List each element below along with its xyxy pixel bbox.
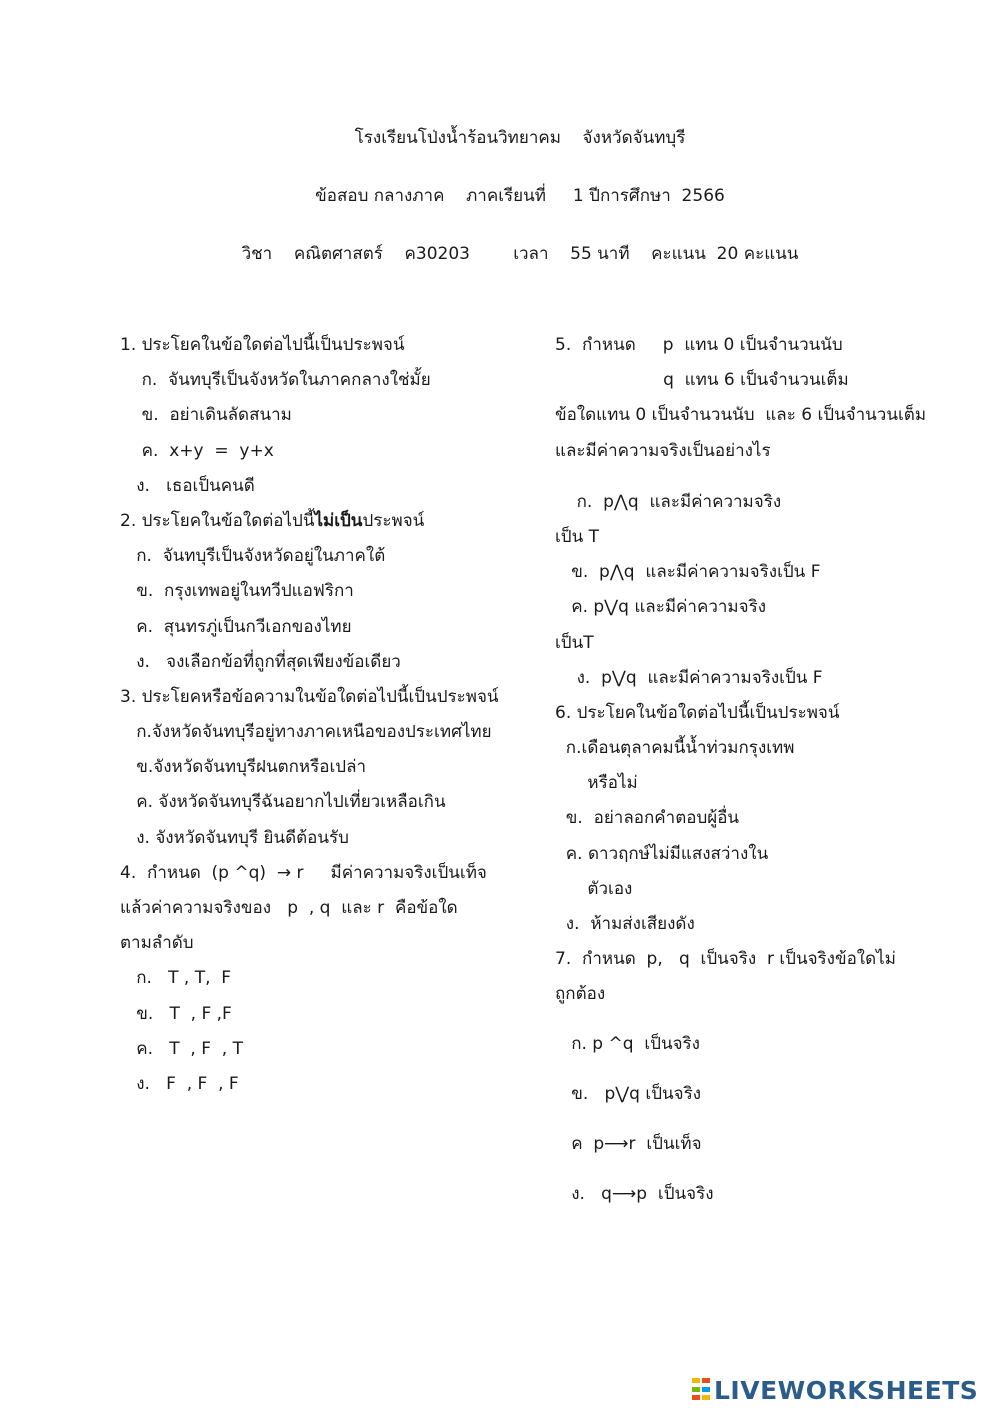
choice-d[interactable]: ง. F , F , F xyxy=(120,1073,239,1094)
question-5 xyxy=(555,331,955,699)
question-stem: 5. กำหนด p แทน 0 เป็นจำนวนนับ xyxy=(555,335,843,355)
choice-a-cont: หรือไม่ xyxy=(555,773,638,794)
question-stem: 7. กำหนด p, q เป็นจริง r เป็นจริงข้อใดไม่ xyxy=(555,949,896,970)
right-column xyxy=(555,331,955,1230)
question-stem: และมีค่าความจริงเป็นอย่างไร xyxy=(555,440,771,461)
choice-b[interactable]: ข.จังหวัดจันทบุรีฝนตกหรือเปล่า xyxy=(120,757,367,778)
choice-d[interactable]: ง. จังหวัดจันทบุรี ยินดีต้อนรับ xyxy=(120,827,349,848)
choice-a[interactable]: ก. จันทบุรีเป็นจังหวัดอยู่ในภาคใต้ xyxy=(120,546,386,567)
choice-c-cont: ตัวเอง xyxy=(555,878,633,899)
subject-info: วิชา คณิตศาสตร์ ค30203 เวลา 55 นาที คะแนน 20 คะแนน xyxy=(241,244,799,264)
question-stem: 6. ประโยคในข้อใดต่อไปนี้เป็นประพจน์ xyxy=(555,702,840,723)
question-4 xyxy=(120,859,520,1105)
stem-text: ประพจน์ xyxy=(362,510,425,531)
choice-b[interactable]: ข. p⋁q เป็นจริง xyxy=(555,1083,701,1104)
choice-c[interactable]: ค p⟶r เป็นเท็จ xyxy=(555,1133,702,1154)
choice-a[interactable]: ก. p ^q เป็นจริง xyxy=(555,1033,700,1054)
choice-c[interactable]: ค. x+y = y+x xyxy=(120,440,274,461)
left-column xyxy=(120,331,520,1105)
question-2 xyxy=(120,507,520,683)
choice-a[interactable]: ก.เดือนตุลาคมนี้น้ำท่วมกรุงเทพ xyxy=(555,738,795,759)
choice-d[interactable]: ง. p⋁q และมีค่าความจริงเป็น F xyxy=(555,667,823,688)
question-stem: ข้อใดแทน 0 เป็นจำนวนนับ และ 6 เป็นจำนวนเต็ม xyxy=(555,405,927,426)
logo-mark-icon xyxy=(692,1378,710,1402)
choice-a[interactable]: ก. p⋀q และมีค่าความจริง xyxy=(555,491,782,512)
choice-b[interactable]: ข. p⋀q และมีค่าความจริงเป็น F xyxy=(555,562,821,583)
choice-a[interactable]: ก.จังหวัดจันทบุรีอยู่ทางภาคเหนือของประเทศไทย xyxy=(120,722,492,743)
question-7 xyxy=(555,945,955,1229)
choice-b[interactable]: ข. อย่าเดินลัดสนาม xyxy=(120,405,292,426)
question-stem: 1. ประโยคในข้อใดต่อไปนี้เป็นประพจน์ xyxy=(120,335,405,355)
choice-c-cont: เป็นT xyxy=(555,632,594,653)
choice-c[interactable]: ค. T , F , T xyxy=(120,1038,243,1059)
choice-b[interactable]: ข. T , F ,F xyxy=(120,1003,232,1024)
exam-title: ข้อสอบ กลางภาค ภาคเรียนที่ 1 ปีการศึกษา 2566 xyxy=(315,186,725,206)
question-3 xyxy=(120,683,520,859)
question-stem: แล้วค่าความจริงของ p , q และ r คือข้อใด xyxy=(120,898,458,918)
question-stem: 3. ประโยคหรือข้อความในข้อใดต่อไปนี้เป็นประพจน์ xyxy=(120,686,499,707)
question-1 xyxy=(120,331,520,507)
stem-emphasis: ไม่เป็น xyxy=(314,510,363,531)
choice-c[interactable]: ค. p⋁q และมีค่าความจริง xyxy=(555,597,767,618)
choice-a[interactable]: ก. T , T, F xyxy=(120,968,232,989)
choice-b[interactable]: ข. กรุงเทพอยู่ในทวีปแอฟริกา xyxy=(120,581,354,602)
question-stem: ถูกต้อง xyxy=(555,984,606,1005)
stem-text: 2. ประโยคในข้อใดต่อไปนี้ xyxy=(120,510,315,531)
choice-d[interactable]: ง. q⟶p เป็นจริง xyxy=(555,1183,714,1204)
choice-b[interactable]: ข. อย่าลอกคำตอบผู้อื่น xyxy=(555,808,740,829)
question-stem xyxy=(120,507,520,542)
choice-d[interactable]: ง. จงเลือกข้อที่ถูกที่สุดเพียงข้อเดียว xyxy=(120,651,401,672)
choice-c[interactable]: ค. จังหวัดจันทบุรีฉันอยากไปเที่ยวเหลือเกิน xyxy=(120,792,446,813)
question-stem: q แทน 6 เป็นจำนวนเต็ม xyxy=(555,370,849,391)
school-title: โรงเรียนโป่งน้ำร้อนวิทยาคม จังหวัดจันทบุรี xyxy=(354,128,686,148)
choice-a[interactable]: ก. จันทบุรีเป็นจังหวัดในภาคกลางใช่มั้ย xyxy=(120,370,431,391)
liveworksheets-logo xyxy=(692,1374,978,1406)
logo-text: LIVEWORKSHEETS xyxy=(714,1375,979,1405)
question-stem: 4. กำหนด (p ^q) → r มีค่าความจริงเป็นเท็จ xyxy=(120,862,487,883)
question-stem: ตามลำดับ xyxy=(120,933,194,954)
choice-c[interactable]: ค. ดาวฤกษ์ไม่มีแสงสว่างใน xyxy=(555,843,769,864)
choice-a-cont: เป็น T xyxy=(555,526,600,547)
question-6 xyxy=(555,699,955,945)
choice-d[interactable]: ง. เธอเป็นคนดี xyxy=(120,475,255,496)
choice-c[interactable]: ค. สุนทรภู่เป็นกวีเอกของไทย xyxy=(120,616,352,637)
choice-d[interactable]: ง. ห้ามส่งเสียงดัง xyxy=(555,914,695,934)
